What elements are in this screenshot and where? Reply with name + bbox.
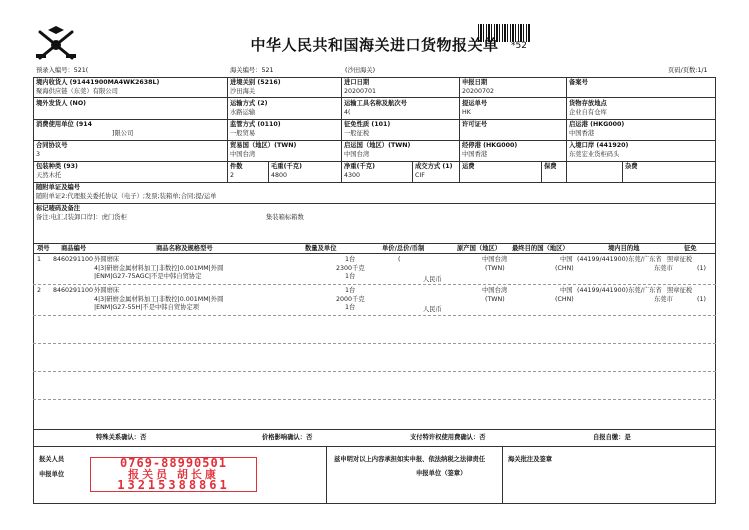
col-line xyxy=(459,161,460,182)
item-2-spec2: |ENM|G27-55H|不是中韩自贸协定项 xyxy=(94,304,200,311)
entry-port-label: 入境口岸 (441920) xyxy=(569,142,629,149)
pieces-value: 2 xyxy=(230,172,235,179)
item-2-domestic: (44199/441900)东莞/广东省 xyxy=(577,287,662,294)
consignee-label: 境内收货人 (91441900MA4WK2638L) xyxy=(36,79,160,86)
col-line xyxy=(268,161,269,182)
consignee-value: 聚海供应链（东莞）有限公司 xyxy=(36,88,118,95)
stamp-phone: 0769-88990501 xyxy=(120,456,227,470)
transport-mode-label: 运输方式 (2) xyxy=(230,100,268,107)
col-line xyxy=(541,161,542,182)
storage-place-label: 货物存放地点 xyxy=(569,100,607,107)
declare-unit-label: 申报单位 xyxy=(39,471,65,478)
departure-port-value: 中国香港 xyxy=(569,130,595,137)
import-date-value: 20200701 xyxy=(344,88,377,95)
transport-name-label: 运输工具名称及航次号 xyxy=(344,100,407,107)
col-line xyxy=(227,161,228,182)
pieces-label: 件数 xyxy=(230,163,243,170)
customs-note-label: 海关批注及签章 xyxy=(508,456,553,463)
col-line xyxy=(566,77,567,161)
royalty-confirm: 支付特许权使用费确认：否 xyxy=(410,434,486,441)
item-1-spec: 4|3|研磨金属材料加工|非数控|0.001MM|外圆 xyxy=(94,265,224,272)
item-2-code: 8460291100 xyxy=(53,287,94,294)
contract-no-label: 合同协议号 xyxy=(36,142,68,149)
item-1-levy: 照章征税 xyxy=(667,256,693,263)
item-1-currency: 人民币 xyxy=(423,276,442,283)
col-line xyxy=(622,161,623,182)
item-2-origin-code: (TWN) xyxy=(485,296,505,303)
row-line xyxy=(33,119,716,120)
th-origin: 原产国（地区） xyxy=(457,245,502,252)
col-line xyxy=(341,161,342,182)
item-divider xyxy=(33,371,716,372)
gross-weight-value: 4800 xyxy=(271,172,288,179)
levy-nature-value: 一般征税 xyxy=(344,130,370,137)
consumer-value: ]限公司 xyxy=(112,130,134,137)
bl-no-value: HK xyxy=(462,109,471,116)
departure-port-label: 启运港 (HKG000) xyxy=(569,121,625,128)
item-1-qty: 1台 xyxy=(345,256,356,263)
row-line xyxy=(33,243,716,244)
trade-country-label: 贸易国（地区）(TWN) xyxy=(230,142,297,149)
item-2-qty2: 1台 xyxy=(345,304,356,311)
item-2-name: 外圆磨床 xyxy=(94,287,120,294)
declare-date-value: 20200702 xyxy=(462,88,495,95)
item-1-qty2: 1台 xyxy=(345,273,356,280)
pre-entry-no: 预录入编号：521( xyxy=(36,67,89,74)
supervision-value: 一般贸易 xyxy=(230,130,256,137)
marks-label: 标记唛码及备注 xyxy=(36,205,81,212)
item-2-levy: 照章征税 xyxy=(667,287,693,294)
item-1-dest-code: (CHN) xyxy=(555,265,574,272)
origin-country-label: 启运国（地区）(TWN) xyxy=(344,142,411,149)
col-line xyxy=(566,161,567,182)
row-line xyxy=(33,97,716,98)
th-goods-code: 商品编号 xyxy=(61,245,87,252)
row-line xyxy=(33,140,716,141)
item-divider xyxy=(33,315,716,316)
special-relation-confirm: 特殊关系确认：否 xyxy=(96,434,147,441)
item-2-dest-code: (CHN) xyxy=(555,296,574,303)
freight-label: 运费 xyxy=(462,163,475,170)
row-line xyxy=(33,161,716,162)
transit-port-label: 经停港 (HKG000) xyxy=(462,142,518,149)
col-line xyxy=(459,77,460,161)
row-line xyxy=(33,203,716,204)
item-2-qty: 1台 xyxy=(345,287,356,294)
item-2-levy-code: (1) xyxy=(697,296,706,303)
misc-fee-label: 杂费 xyxy=(625,163,638,170)
row-line xyxy=(33,429,716,430)
item-2-weight: 2000千克 xyxy=(336,296,365,303)
item-1-code: 8460291100 xyxy=(53,256,94,263)
deal-mode-value: CIF xyxy=(415,172,425,179)
col-line xyxy=(341,77,342,161)
item-2-currency: 人民币 xyxy=(423,306,442,313)
trade-country-value: 中国台湾 xyxy=(230,151,256,158)
item-1-price: ( xyxy=(398,256,401,263)
price-influence-confirm: 价格影响确认：否 xyxy=(262,434,313,441)
item-divider xyxy=(33,343,716,344)
item-divider xyxy=(33,284,716,285)
item-2-spec: 4|3|研磨金属材料加工|非数控|0.001MM|外圆 xyxy=(94,296,224,303)
item-2-domestic-city: 东莞市 xyxy=(654,296,673,303)
th-item-no: 项号 xyxy=(37,245,50,252)
item-1-levy-code: (1) xyxy=(697,265,706,272)
marks-value: 备注:电汇,[装卸口岸]：虎门货柜 xyxy=(36,214,127,221)
item-1-origin-code: (TWN) xyxy=(485,265,505,272)
contract-no-value: 3 xyxy=(36,151,41,158)
th-goods-name: 商品名称及规格型号 xyxy=(156,245,213,252)
item-divider xyxy=(33,399,716,400)
page-number: 页码/页数:1/1 xyxy=(668,67,708,74)
attached-docs-label: 随附单证及编号 xyxy=(36,184,81,191)
item-1-dest: 中国 xyxy=(560,256,573,263)
packing-label: 包装种类 (93) xyxy=(36,163,78,170)
item-1-no: 1 xyxy=(37,256,42,263)
deal-mode-label: 成交方式 (1) xyxy=(415,163,453,170)
barcode-suffix: *52 xyxy=(511,41,527,51)
col-line xyxy=(326,446,327,504)
supervision-label: 监管方式 (0110) xyxy=(230,121,281,128)
declare-date-label: 申报日期 xyxy=(462,79,488,86)
attached-docs-value: 随附单证2:代理报关委托协议（电子）;发票;装箱单;合同;提/运单 xyxy=(36,193,217,200)
packing-value: 天然木托 xyxy=(36,172,62,179)
col-line xyxy=(227,77,228,161)
import-date-label: 进口日期 xyxy=(344,79,370,86)
item-1-weight: 2300千克 xyxy=(336,265,365,272)
row-line xyxy=(33,182,716,183)
origin-country-value: 中国台湾 xyxy=(344,151,370,158)
th-domestic-dest: 境内目的地 xyxy=(608,245,640,252)
th-price: 单价/总价/币制 xyxy=(382,245,425,252)
transport-name-value: 4( xyxy=(344,109,351,116)
transit-port-value: 中国香港 xyxy=(462,151,488,158)
customs-office-short: (沙田海关) xyxy=(345,67,376,74)
page-title: 中华人民共和国海关进口货物报关单 xyxy=(250,36,499,54)
col-line xyxy=(412,161,413,182)
stamp-mobile: 13215388861 xyxy=(117,478,230,492)
col-line xyxy=(502,446,503,504)
row-line xyxy=(33,253,716,254)
transport-mode-value: 水路运输 xyxy=(230,109,256,116)
entry-customs-value: 沙田海关 xyxy=(230,88,256,95)
th-dest-country: 最终目的国（地区） xyxy=(512,245,569,252)
stamp-names: 报关员 胡长康 xyxy=(128,468,219,481)
storage-place-value: 企业自有仓库 xyxy=(569,109,607,116)
container-count: 集装箱标箱数 xyxy=(266,214,304,221)
bl-no-label: 提运单号 xyxy=(462,100,488,107)
levy-nature-label: 征免性质 (101) xyxy=(344,121,391,128)
gross-weight-label: 毛重(千克) xyxy=(271,163,302,170)
net-weight-value: 4300 xyxy=(344,172,361,179)
declarant-label: 报关人员 xyxy=(39,456,65,463)
net-weight-label: 净重(千克) xyxy=(344,163,375,170)
entry-customs-label: 进境关别 (5216) xyxy=(230,79,281,86)
item-2-dest: 中国 xyxy=(560,287,573,294)
insurance-label: 保费 xyxy=(544,163,557,170)
entry-port-value: 东莞宏业货柜码头 xyxy=(569,151,620,158)
unit-seal-label: 申报单位（签章） xyxy=(416,470,467,477)
item-2-no: 2 xyxy=(37,287,42,294)
self-pay-confirm: 自报自缴：是 xyxy=(593,434,631,441)
license-no-label: 许可证号 xyxy=(462,121,488,128)
row-line xyxy=(33,446,716,447)
item-1-name: 外圆磨床 xyxy=(94,256,120,263)
item-1-domestic-city: 东莞市 xyxy=(654,265,673,272)
th-quantity: 数量及单位 xyxy=(305,245,337,252)
item-2-origin: 中国台湾 xyxy=(482,287,508,294)
item-1-domestic: (44199/441900)东莞/广东省 xyxy=(577,256,662,263)
record-no-label: 备案号 xyxy=(569,79,588,86)
item-1-origin: 中国台湾 xyxy=(482,256,508,263)
consumer-label: 消费使用单位 (914 xyxy=(36,121,92,128)
overseas-shipper-label: 境外发货人 (NO) xyxy=(36,100,87,107)
item-1-spec2: |ENM|G27-75AGC|不是中韩自贸协定 xyxy=(94,273,202,280)
declarant-stamp xyxy=(90,457,257,492)
customs-no: 海关编号：521 xyxy=(230,67,274,74)
statement: 兹申明对以上内容承担如实申报、依法纳税之法律责任 xyxy=(334,456,486,463)
th-levy: 征免 xyxy=(684,245,697,252)
